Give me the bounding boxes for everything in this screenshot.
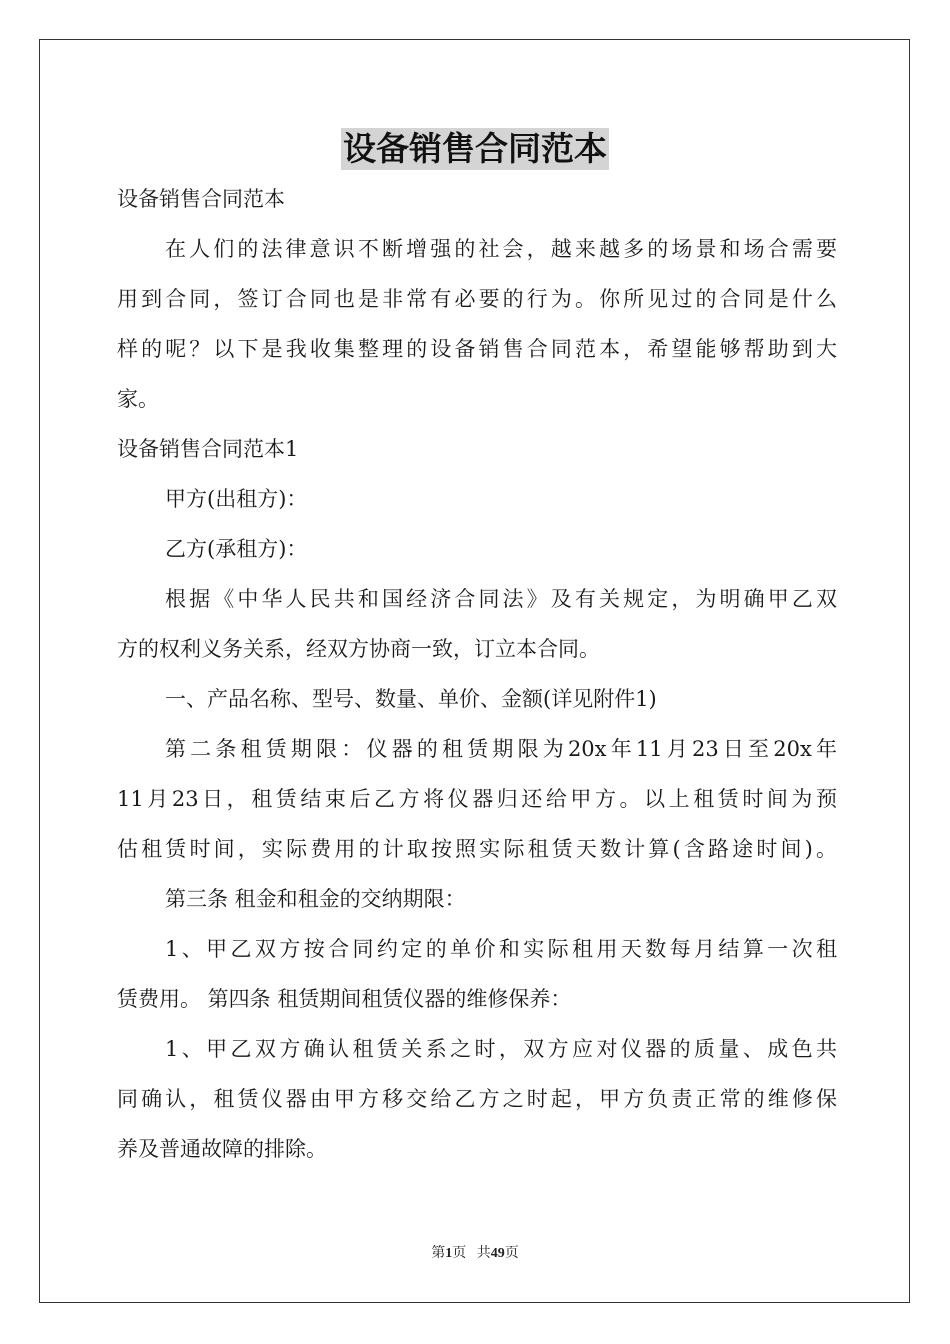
- current-page-number: 1: [445, 1246, 453, 1261]
- clause-4-item-line-2: 同确认，租赁仪器由甲方移交给乙方之时起，甲方负责正常的维修保: [117, 1087, 837, 1111]
- basis-line-2: 方的权利义务关系，经双方协商一致，订立本合同。: [117, 637, 600, 661]
- clause-1-line: 一、产品名称、型号、数量、单价、金额(详见附件1): [165, 687, 657, 711]
- footer-total-unit: 页: [504, 1246, 519, 1261]
- footer-prefix: 第: [431, 1246, 446, 1261]
- party-a-line: 甲方(出租方)：: [165, 487, 308, 511]
- intro-line-1: 在人们的法律意识不断增强的社会，越来越多的场景和场合需要: [165, 237, 837, 261]
- intro-line-4: 家。: [117, 387, 159, 411]
- footer-total-prefix: 共: [476, 1246, 491, 1261]
- page-footer: [0, 1244, 950, 1264]
- section-heading: 设备销售合同范本1: [117, 437, 299, 461]
- clause-2-line-1: 第二条租赁期限：仪器的租赁期限为20x年11月23日至20x年: [165, 737, 837, 761]
- subtitle-line: 设备销售合同范本: [117, 187, 285, 211]
- clause-2-line-2: 11月23日，租赁结束后乙方将仪器归还给甲方。以上租赁时间为预: [117, 787, 837, 811]
- clause-3-heading: 第三条 租金和租金的交纳期限：: [165, 887, 466, 911]
- clause-2-line-3: 估租赁时间，实际费用的计取按照实际租赁天数计算(含路途时间)。: [117, 837, 837, 861]
- intro-line-3: 样的呢？以下是我收集整理的设备销售合同范本，希望能够帮助到大: [117, 337, 837, 361]
- title-container: [0, 128, 950, 170]
- clause-4-item-line-3: 养及普通故障的排除。: [117, 1137, 327, 1161]
- footer-page-unit: 页: [452, 1246, 467, 1261]
- document-title: 设备销售合同范本: [343, 129, 607, 168]
- clause-3-item-line-2: 赁费用。 第四条 租赁期间租赁仪器的维修保养：: [117, 987, 572, 1011]
- party-b-line: 乙方(承租方)：: [165, 537, 308, 561]
- total-pages-number: 49: [490, 1246, 505, 1261]
- basis-line-1: 根据《中华人民共和国经济合同法》及有关规定，为明确甲乙双: [165, 587, 837, 611]
- clause-4-item-line-1: 1、甲乙双方确认租赁关系之时，双方应对仪器的质量、成色共: [165, 1037, 837, 1061]
- clause-3-item-line-1: 1、甲乙双方按合同约定的单价和实际租用天数每月结算一次租: [165, 937, 837, 961]
- intro-line-2: 用到合同，签订合同也是非常有必要的行为。你所见过的合同是什么: [117, 287, 837, 311]
